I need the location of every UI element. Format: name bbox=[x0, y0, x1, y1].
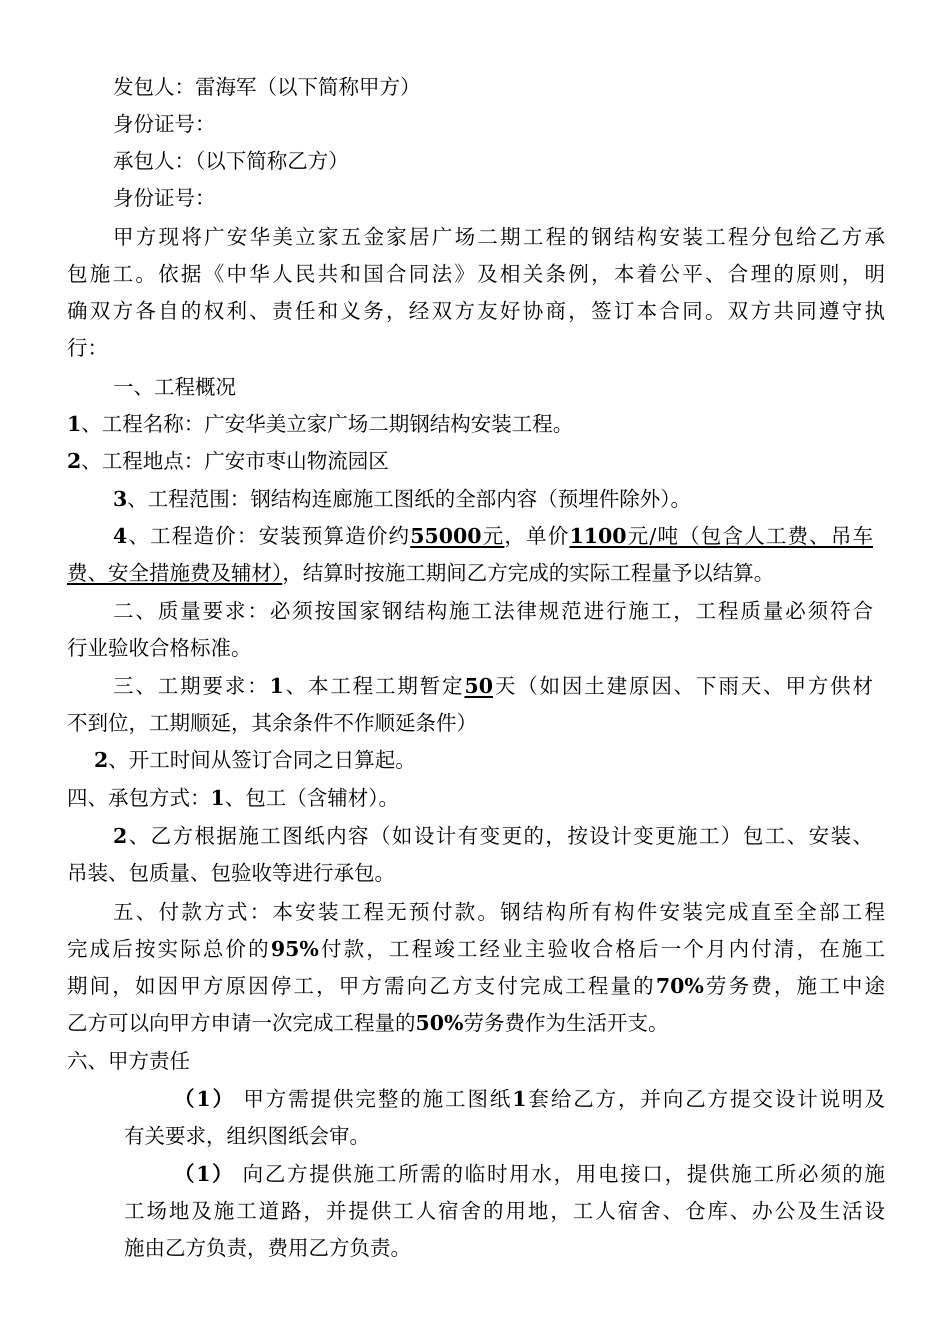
contractor-line: 承包人：（以下简称乙方） bbox=[113, 149, 349, 173]
schedule-requirement: 三、工期要求：1、本工程工期暂定50天（如因土建原因、下雨天、甲方供材 bbox=[113, 674, 874, 698]
party-a-item-2-line-2: 工场地及施工道路，并提供工人宿舍的用地，工人宿舍、仓库、办公及生活设 bbox=[124, 1199, 885, 1223]
item-4-project-cost: 4、工程造价：安装预算造价约55000元，单价1100元/吨（包含人工费、吊车 bbox=[113, 524, 874, 548]
intro-line-4: 行： bbox=[67, 336, 108, 360]
party-a-item-2: （1） 向乙方提供施工所需的临时用水，用电接口，提供施工所必须的施 bbox=[174, 1162, 886, 1186]
employer-id-line: 身份证号： bbox=[113, 112, 216, 136]
payment-method: 五、付款方式：本安装工程无预付款。钢结构所有构件安装完成直至全部工程 bbox=[113, 900, 885, 924]
employer-line: 发包人：雷海军（以下简称甲方） bbox=[113, 75, 421, 99]
item-1-project-name: 1、工程名称：广安华美立家广场二期钢结构安装工程。 bbox=[67, 412, 574, 436]
item-3-project-scope: 3、工程范围：钢结构连廊施工图纸的全部内容（预埋件除外）。 bbox=[113, 487, 692, 511]
party-a-item-1-line-2: 有关要求，组织图纸会审。 bbox=[124, 1124, 370, 1148]
item-2-project-location: 2、工程地点：广安市枣山物流园区 bbox=[67, 449, 389, 473]
intro-line-2: 包施工。依据《中华人民共和国合同法》及相关条例，本着公平、合理的原则，明 bbox=[67, 262, 885, 286]
payment-method-line-3: 期间，如因甲方原因停工，甲方需向乙方支付完成工程量的70%劳务费，施工中途 bbox=[67, 974, 886, 998]
contractor-id-line: 身份证号： bbox=[113, 186, 216, 210]
party-a-item-2-line-3: 施由乙方负责，费用乙方负责。 bbox=[124, 1236, 411, 1260]
payment-method-line-4: 乙方可以向甲方申请一次完成工程量的50%劳务费作为生活开支。 bbox=[67, 1011, 669, 1035]
item-4-cost-line-2: 费、安全措施费及辅材），结算时按施工期间乙方完成的实际工程量予以结算。 bbox=[67, 561, 775, 585]
section-1-heading: 一、工程概况 bbox=[113, 375, 236, 399]
schedule-start-time: 2、开工时间从签订合同之日算起。 bbox=[94, 748, 416, 772]
schedule-requirement-line-2: 不到位，工期顺延，其余条件不作顺延条件） bbox=[67, 711, 477, 735]
contract-method: 四、承包方式：1、包工（含辅材）。 bbox=[67, 786, 400, 810]
payment-method-line-2: 完成后按实际总价的95%付款，工程竣工经业主验收合格后一个月内付清，在施工 bbox=[67, 937, 886, 961]
contract-method-item-2: 2、乙方根据施工图纸内容（如设计有变更的，按设计变更施工）包工、安装、 bbox=[113, 824, 873, 848]
party-a-item-1: （1） 甲方需提供完整的施工图纸1套给乙方，并向乙方提交设计说明及 bbox=[174, 1087, 886, 1111]
intro-line-1: 甲方现将广安华美立家五金家居广场二期工程的钢结构安装工程分包给乙方承 bbox=[113, 225, 885, 249]
contract-method-item-2-line-2: 吊装、包质量、包验收等进行承包。 bbox=[67, 861, 395, 885]
quality-requirement: 二、质量要求：必须按国家钢结构施工法律规范进行施工，工程质量必须符合 bbox=[113, 599, 873, 623]
quality-requirement-line-2: 行业验收合格标准。 bbox=[67, 636, 252, 660]
intro-line-3: 确双方各自的权利、责任和义务，经双方友好协商，签订本合同。双方共同遵守执 bbox=[67, 299, 885, 323]
party-a-responsibilities-heading: 六、甲方责任 bbox=[67, 1049, 190, 1073]
